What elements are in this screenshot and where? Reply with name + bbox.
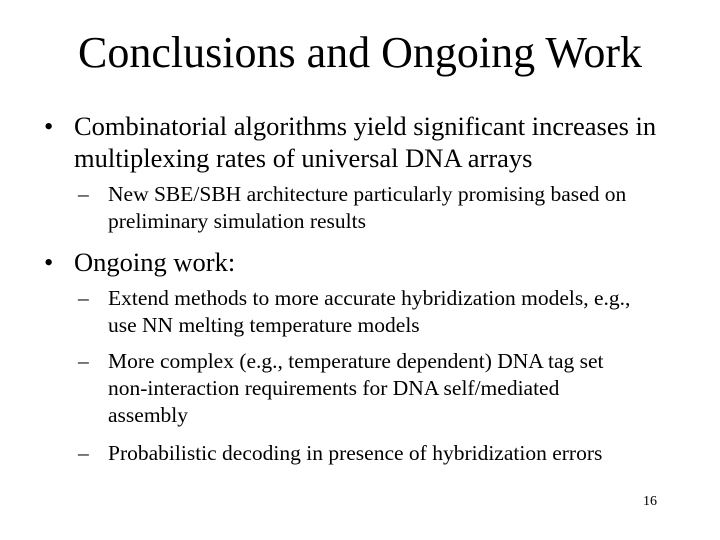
sub-bullet-text-line: New SBE/SBH architecture particularly promising based on [108,182,627,206]
dash-icon: – [78,286,89,310]
sub-bullet-item [78,181,708,235]
dash-icon: – [78,182,89,206]
bullet-text-line: Ongoing work: [74,247,236,277]
bullet-text-line: multiplexing rates of universal DNA arrays [74,143,533,173]
dash-icon: – [78,349,89,373]
sub-bullet-item [78,348,708,429]
sub-bullet-text-line: use NN melting temperature models [108,313,420,337]
sub-bullet-text-line: non-interaction requirements for DNA self/mediated [108,376,560,400]
sub-bullet-item [78,285,708,339]
bullet-text-line: Combinatorial algorithms yield significant increases in [74,111,657,141]
dash-icon: – [78,441,89,465]
bullet-item [44,110,704,174]
sub-bullet-text-line: Extend methods to more accurate hybridization models, e.g., [108,286,631,310]
sub-bullet-item [78,440,708,467]
sub-bullet-text-line: Probabilistic decoding in presence of hybridization errors [108,441,603,465]
sub-bullet-text-line: assembly [108,403,189,427]
slide-title: Conclusions and Ongoing Work [78,28,642,77]
page-number: 16 [643,494,657,509]
sub-bullet-text-line: More complex (e.g., temperature dependent) DNA tag set [108,349,604,373]
bullet-icon: • [44,247,54,277]
bullet-icon: • [44,111,54,141]
bullet-item [44,246,704,278]
sub-bullet-text-line: preliminary simulation results [108,209,366,233]
